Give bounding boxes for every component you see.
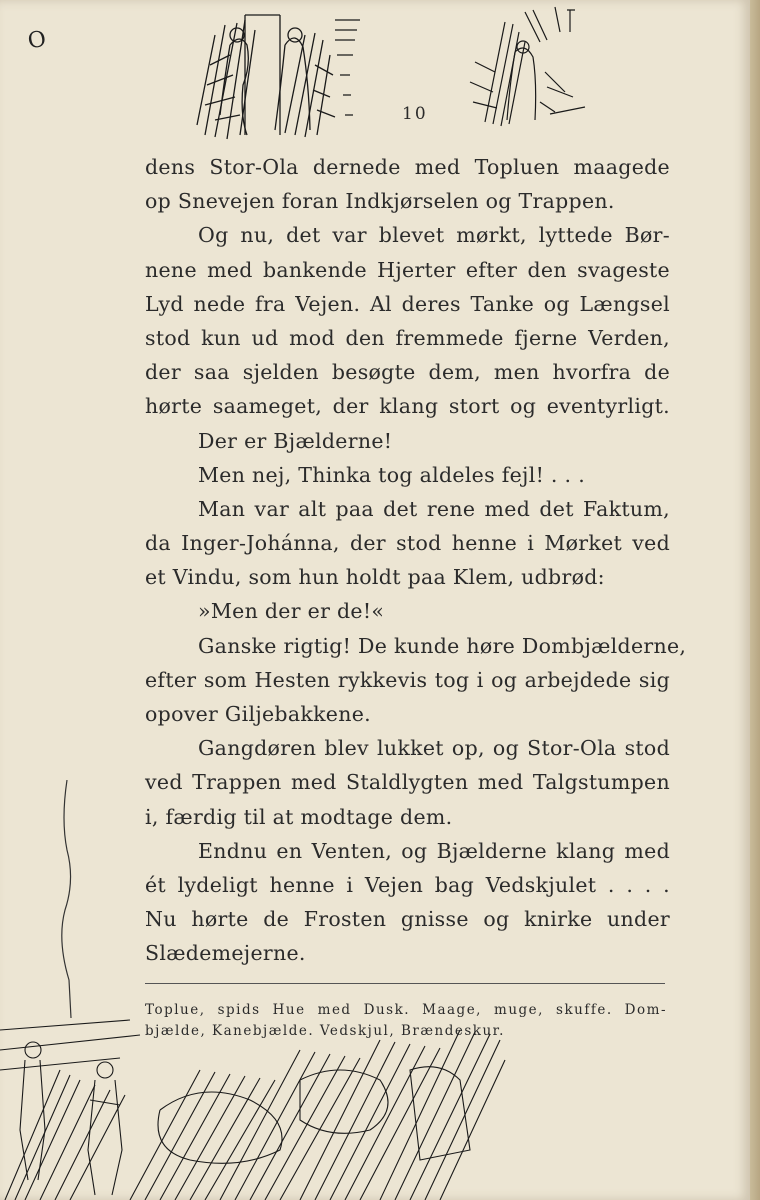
body-text — [145, 150, 687, 971]
text-line: Nu hørte de Frosten gnisse og knirke under — [145, 907, 670, 932]
text-line: nene med bankende Hjerter efter den svageste — [145, 257, 670, 282]
footnote-line: Toplue, spids Hue med Dusk. Maage, muge, skuffe. Dom- — [145, 1002, 667, 1018]
text-line: op Snevejen foran Indkjørselen og Trappen. — [145, 189, 615, 214]
page-number: 10 — [402, 104, 428, 124]
text-line: ét lydeligt henne i Vejen bag Vedskjulet . . . . — [145, 872, 670, 897]
text-line: opover Giljebakkene. — [145, 702, 371, 726]
text-line: da Inger-Johánna, der stod henne i Mørket ved — [145, 531, 670, 556]
text-line: stod kun ud mod den fremmede fjerne Verden, — [145, 325, 670, 350]
top-right-illustration — [455, 2, 590, 132]
text-line: der saa sjelden besøgte dem, men hvorfra de — [145, 360, 670, 385]
text-line: Endnu en Venten, og Bjælderne klang med — [198, 838, 670, 863]
text-line: Man var alt paa det rene med det Faktum, — [198, 496, 670, 521]
margin-sketch-line — [55, 780, 95, 1020]
footnote-line: bjælde, Kanebjælde. Vedskjul, Brændeskur. — [145, 1023, 505, 1039]
text-line: ved Trappen med Staldlygten med Talgstumpen — [145, 770, 670, 795]
bottom-left-illustration — [0, 1010, 510, 1200]
corner-mark: O — [25, 26, 49, 55]
text-line: et Vindu, som hun holdt paa Klem, udbrød: — [145, 565, 605, 590]
text-line: Der er Bjælderne! — [198, 428, 393, 453]
text-line: efter som Hesten rykkevis tog i og arbejdede sig — [145, 667, 670, 692]
text-line: Lyd nede fra Vejen. Al deres Tanke og Længsel — [145, 291, 670, 316]
text-line: »Men der er de!« — [198, 599, 385, 624]
text-line: hørte saameget, der klang stort og eventyrligt. — [145, 394, 670, 419]
text-line: Ganske rigtig! De kunde høre Dombjælderne, — [198, 633, 687, 658]
footnote-rule — [145, 983, 665, 984]
text-line: Gangdøren blev lukket op, og Stor-Ola stod — [198, 736, 670, 761]
text-line: Slædemejerne. — [145, 941, 306, 966]
page-edge — [750, 0, 760, 1200]
text-line: Men nej, Thinka tog aldeles fejl! . . . — [198, 462, 586, 487]
text-line: dens Stor-Ola dernede med Topluen maagede — [145, 155, 670, 179]
text-line: i, færdig til at modtage dem. — [145, 804, 453, 829]
text-line: Og nu, det var blevet mørkt, lyttede Bør- — [198, 223, 670, 248]
top-left-illustration — [185, 5, 365, 145]
